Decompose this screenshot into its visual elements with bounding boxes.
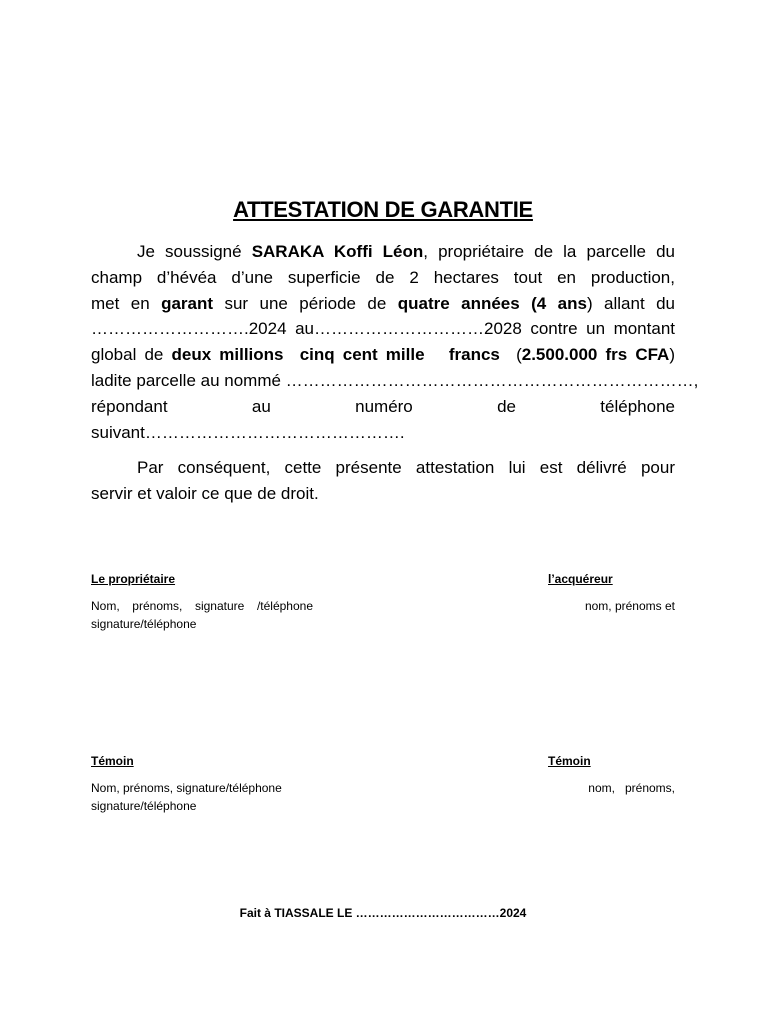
owner-line1: Nom, prénoms, signature /téléphone bbox=[91, 599, 313, 613]
owner-name: SARAKA Koffi Léon bbox=[251, 242, 424, 261]
paragraph-line: Par conséquent, cette présente attestation lui est délivré pour bbox=[137, 458, 675, 477]
closing-paragraph bbox=[91, 455, 675, 507]
paragraph-line bbox=[91, 239, 675, 265]
text-segment: global de bbox=[91, 345, 172, 365]
paragraph-line bbox=[91, 291, 675, 317]
text-segment: sur une période de bbox=[213, 293, 398, 313]
text-segment: met en bbox=[91, 293, 162, 313]
text-bold: garant bbox=[161, 293, 214, 313]
paragraph-line: ladite parcelle au nommé ………………………………………………………………, bbox=[91, 370, 699, 390]
paragraph-line: suivant………………………………………. bbox=[91, 422, 405, 442]
witness-left-label: Témoin bbox=[91, 754, 134, 768]
witness-right-line1: nom, prénoms, bbox=[588, 781, 675, 795]
text-segment: ) allant du bbox=[586, 293, 675, 313]
duration: quatre années (4 ans bbox=[397, 293, 587, 313]
text-segment: répondant au numéro de téléphone bbox=[91, 396, 675, 416]
witness-right-label: Témoin bbox=[548, 754, 591, 768]
buyer-line1: nom, prénoms et bbox=[584, 599, 675, 613]
paragraph-line bbox=[91, 342, 675, 368]
paragraph-line bbox=[91, 394, 675, 420]
amount-figure: 2.500.000 frs CFA bbox=[521, 345, 670, 365]
buyer-label: l’acquéreur bbox=[548, 572, 613, 586]
amount-words: deux millions cinq cent mille francs bbox=[171, 345, 500, 365]
paragraph-line: ……………………….2024 au…………………………2028 contre un montant bbox=[91, 319, 675, 339]
place-date-line: Fait à TIASSALE LE ………………………………2024 bbox=[239, 906, 527, 920]
paragraph-line: servir et valoir ce que de droit. bbox=[91, 483, 319, 503]
owner-line2: signature/téléphone bbox=[91, 617, 197, 631]
text-segment: , propriétaire de la parcelle du bbox=[423, 242, 676, 261]
witness-left-line2: signature/téléphone bbox=[91, 799, 197, 813]
paragraph-line: champ d’hévéa d’une superficie de 2 hectares tout en production, bbox=[91, 267, 675, 287]
text-segment: ( bbox=[499, 345, 522, 365]
owner-label: Le propriétaire bbox=[91, 572, 176, 586]
text-segment: ) bbox=[669, 345, 675, 365]
document-title: ATTESTATION DE GARANTIE bbox=[233, 197, 533, 222]
witness-left-line1: Nom, prénoms, signature/téléphone bbox=[91, 781, 282, 795]
main-paragraph bbox=[91, 239, 699, 445]
text-segment: Je soussigné bbox=[137, 242, 252, 261]
